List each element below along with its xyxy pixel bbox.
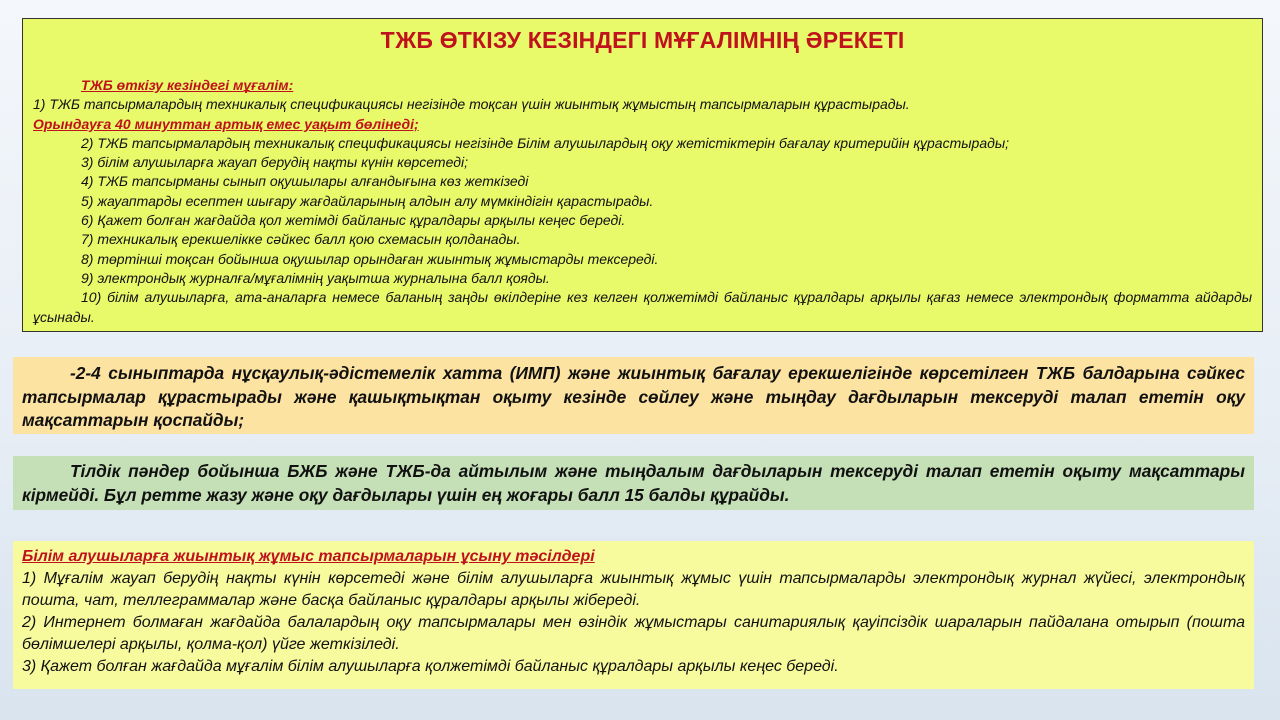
page-title: ТЖБ ӨТКІЗУ КЕЗІНДЕГІ МҰҒАЛІМНІҢ ӘРЕКЕТІ (380, 27, 905, 53)
submission-methods-heading: Білім алушыларға жиынтық жұмыс тапсырмаларын ұсыну тәсілдері (22, 548, 595, 565)
list-item-3: 3) білім алушыларға жауап берудің нақты күнін көрсетеді; (81, 154, 468, 171)
method-item-3: 3) Қажет болған жағдайда мұғалім білім алушыларға қолжетімді байланыс құралдары арқылы кеңес береді. (22, 658, 839, 675)
list-item-5: 5) жауаптарды есептен шығару жағдайларының алдын алу мүмкіндігін қарастырады. (81, 192, 654, 209)
list-item-6: 6) Қажет болған жағдайда қол жетімді байланыс құралдары арқылы кеңес береді. (81, 212, 626, 229)
list-item-4: 4) ТЖБ тапсырманы сынып оқушылары алғандығына көз жеткізеді (81, 173, 529, 190)
method-item-2: 2) Интернет болмаған жағдайда балалардың оқу тапсырмалары мен өзіндік жұмыстары санитариялық қауіпсіздік шараларын пайдалана отырып (пошта бөлімшелері арқылы, қолма-қол) үйге жеткізіледі. (22, 614, 1245, 653)
subheading (33, 76, 1252, 95)
teacher-actions-box (22, 18, 1263, 332)
subheading-text: ТЖБ өткізу кезіндегі мұғалім: (81, 77, 294, 93)
time-note (33, 115, 1252, 134)
imp-note-box (13, 357, 1254, 434)
list-item-10: 10) білім алушыларға, ата-аналарға немесе баланың заңды өкілдеріне кез келген қолжетімді байланыс құралдары арқылы қағаз немесе электрондық форматта айдарды ұсынады. (33, 289, 1252, 325)
time-note-text: Орындауға 40 минуттан артық емес уақыт бөлінеді; (33, 115, 419, 132)
list-item-9: 9) электрондық журналға/мұғалімнің уақытша журналына балл қояды. (81, 269, 550, 286)
list-item-1: 1) ТЖБ тапсырмалардың техникалық спецификациясы негізінде тоқсан үшін жиынтық жұмыстың тапсырмаларын құрастырады. (33, 96, 910, 113)
list-item-8: 8) төртінші тоқсан бойынша оқушылар орындаған жиынтық жұмыстарды тексереді. (81, 250, 659, 267)
teacher-actions-body (33, 76, 1252, 327)
list-item-2: 2) ТЖБ тапсырмалардың техникалық спецификациясы негізінде Білім алушылардың оқу жетістіктерін бағалау критерийін құрастырады; (81, 134, 1010, 151)
language-subjects-note-box (13, 456, 1254, 510)
language-subjects-note-text: Тілдік пәндер бойынша БЖБ және ТЖБ-да айтылым және тыңдалым дағдыларын тексеруді талап ететін оқыту мақсаттары кірмейді. Бұл ретте жазу және оқу дағдылары үшін ең жоғары балл 15 балды құрайды. (22, 461, 1245, 505)
list-item-7: 7) техникалық ерекшелікке сәйкес балл қою схемасын қолданады. (81, 231, 521, 248)
method-item-1: 1) Мұғалім жауап берудің нақты күнін көрсетеді және білім алушыларға жиынтық жұмыс үшін тапсырмаларды электрондық журнал жүйесі, электрондық пошта, чат, теллеграммалар және басқа байланыс құралдары арқылы жібереді. (22, 570, 1245, 609)
imp-note-text: -2-4 сыныптарда нұсқаулық-әдістемелік хатта (ИМП) және жиынтық бағалау ерекшелігінде көрсетілген ТЖБ балдарына сәйкес тапсырмалар құрастырады және қашықтықтан оқыту кезінде сөйлеу және тыңдау дағдыларын тексеруді талап ететін оқу мақсаттарын қоспайды; (22, 363, 1245, 430)
submission-methods-box (13, 541, 1254, 689)
